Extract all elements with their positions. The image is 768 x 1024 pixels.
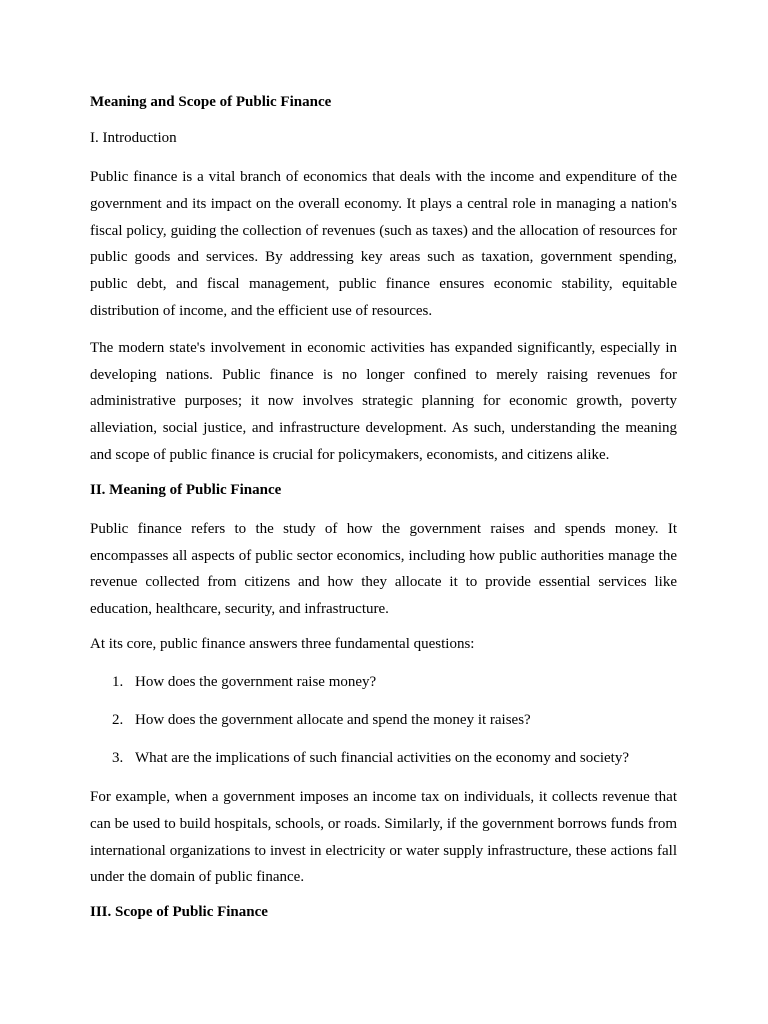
intro-paragraph: The modern state's involvement in economic activities has expanded significantly, especially in developing nations. Public finance is no longer confined to merely raising revenues for administrative purposes; it now involves strategic planning for economic growth, poverty alleviation, social justice, and infrastructure development. As such, understanding the meaning and scope of public finance is crucial for policymakers, economists, and citizens alike. [90,339,677,463]
list-item-number: 3. [112,749,124,766]
list-item-text: How does the government allocate and spend the money it raises? [135,711,531,728]
list-item-text: How does the government raise money? [135,673,377,690]
section-heading-scope: III. Scope of Public Finance [90,904,268,921]
list-item [90,747,677,769]
list-item-number: 1. [112,673,124,690]
questions-intro: At its core, public finance answers three fundamental questions: [90,635,475,652]
list-item-text: What are the implications of such financial activities on the economy and society? [135,749,629,766]
list-item [90,709,677,731]
document-page [90,91,677,938]
meaning-paragraph: Public finance refers to the study of how the government raises and spends money. It encompasses all aspects of public sector economics, including how public authorities manage the revenue collected from citizens and how they allocate it to provide essential services like education, healthcare, security, and infrastructure. [90,520,677,618]
questions-list [90,671,677,769]
example-paragraph: For example, when a government imposes an income tax on individuals, it collects revenue that can be used to build hospitals, schools, or roads. Similarly, if the government borrows funds from international organizations to invest in electricity or water supply infrastructure, these actions fall under the domain of public finance. [90,788,677,886]
document-title: Meaning and Scope of Public Finance [90,94,332,110]
intro-paragraph: Public finance is a vital branch of economics that deals with the income and expenditure of the government and its impact on the overall economy. It plays a central role in managing a nation's fiscal policy, guiding the collection of revenues (such as taxes) and the allocation of resources for public goods and services. By addressing key areas such as taxation, government spending, public debt, and fiscal management, public finance ensures economic stability, equitable distribution of income, and the efficient use of resources. [90,169,677,319]
section-heading-meaning: II. Meaning of Public Finance [90,481,282,498]
list-item-number: 2. [112,711,124,728]
list-item [90,671,677,693]
section-label-introduction: I. Introduction [90,130,177,146]
